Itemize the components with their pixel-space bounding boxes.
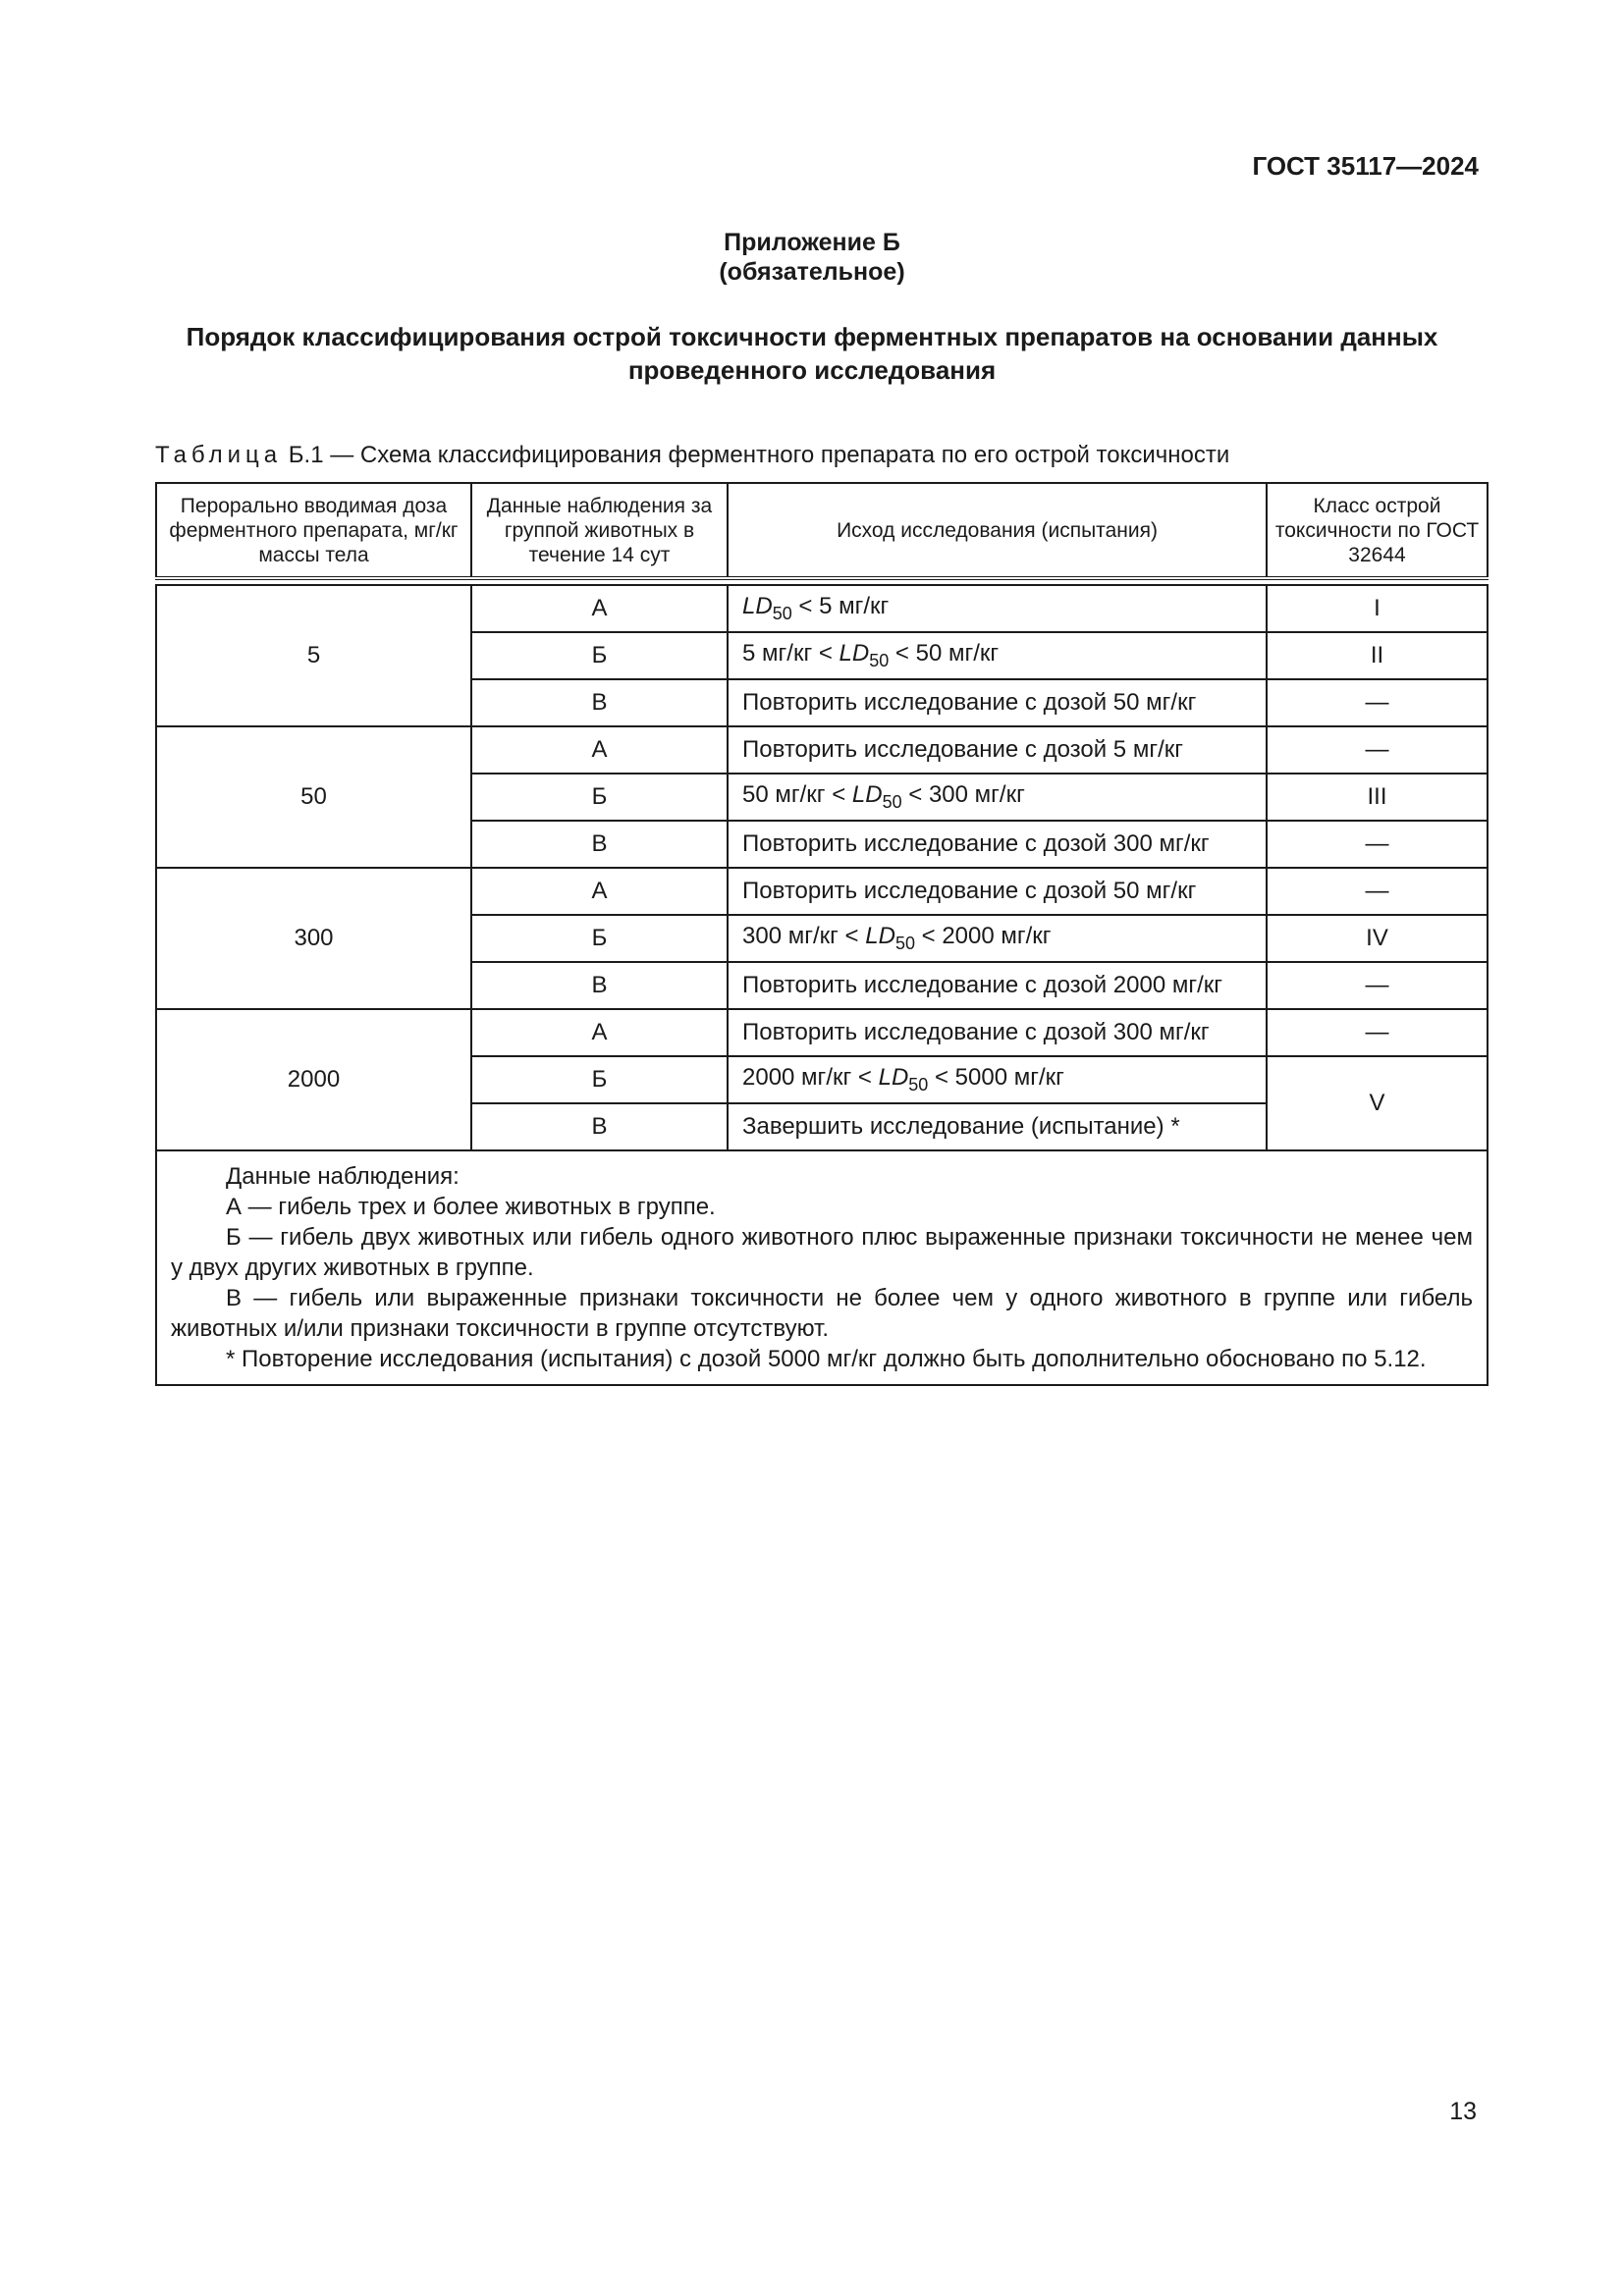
observation-cell: А bbox=[471, 868, 728, 915]
ld50-expression: $LD_{50} < 5$ мг/кг bbox=[742, 593, 890, 623]
note-item: А — гибель трех и более животных в группе. bbox=[226, 1194, 716, 1220]
ld50-expression: 300 $мг/кг < LD_{50} < 2000$ мг/кг bbox=[742, 923, 1052, 953]
class-cell: III bbox=[1267, 774, 1488, 821]
table-row bbox=[156, 1009, 1488, 1056]
appendix-heading bbox=[0, 228, 1624, 287]
ld50-expression: 50 $мг/кг < LD_{50} < 300$ мг/кг bbox=[742, 781, 1025, 812]
outcome-cell bbox=[728, 774, 1267, 821]
outcome-cell: Повторить исследование с дозой 50 мг/кг bbox=[728, 679, 1267, 726]
outcome-cell bbox=[728, 585, 1267, 632]
class-cell: V bbox=[1267, 1056, 1488, 1150]
table-row bbox=[156, 868, 1488, 915]
dose-cell: 50 bbox=[156, 726, 471, 868]
outcome-cell bbox=[728, 632, 1267, 679]
column-header-outcome: Исход исследования (испытания) bbox=[728, 483, 1267, 578]
observation-cell: В bbox=[471, 821, 728, 868]
column-header-observation: Данные наблюдения за группой животных в течение 14 сут bbox=[471, 483, 728, 578]
table-caption-label: Таблица bbox=[155, 442, 283, 468]
class-cell: — bbox=[1267, 726, 1488, 774]
observation-cell: Б bbox=[471, 774, 728, 821]
appendix-title: Приложение Б bbox=[724, 229, 900, 256]
class-cell: — bbox=[1267, 821, 1488, 868]
class-cell: — bbox=[1267, 868, 1488, 915]
column-header-dose: Перорально вводимая доза ферментного препарата, мг/кг массы тела bbox=[156, 483, 471, 578]
observation-cell: Б bbox=[471, 915, 728, 962]
observation-cell: А bbox=[471, 1009, 728, 1056]
document-code: ГОСТ 35117—2024 bbox=[1252, 151, 1479, 181]
outcome-cell: Завершить исследование (испытание) * bbox=[728, 1103, 1267, 1150]
notes-row bbox=[156, 1150, 1488, 1385]
header-separator bbox=[156, 578, 1488, 585]
appendix-status: (обязательное) bbox=[719, 258, 905, 286]
note-footnote: * Повторение исследования (испытания) с дозой 5000 мг/кг должно быть дополнительно обосновано по 5.12. bbox=[226, 1346, 1427, 1372]
table-row bbox=[156, 726, 1488, 774]
table-caption bbox=[155, 442, 1229, 469]
class-cell: — bbox=[1267, 1009, 1488, 1056]
class-cell: — bbox=[1267, 962, 1488, 1009]
dose-cell: 2000 bbox=[156, 1009, 471, 1150]
observation-cell: А bbox=[471, 726, 728, 774]
dose-cell: 5 bbox=[156, 585, 471, 726]
outcome-cell: Повторить исследование с дозой 2000 мг/кг bbox=[728, 962, 1267, 1009]
note-heading: Данные наблюдения: bbox=[226, 1163, 460, 1190]
ld50-expression: 2000 $мг/кг < LD_{50} < 5000$ мг/кг bbox=[742, 1064, 1064, 1095]
note-item: Б — гибель двух животных или гибель одного животного плюс выраженные признаки токсичности не менее чем у двух других животных в группе. bbox=[171, 1224, 1473, 1281]
observation-cell: В bbox=[471, 962, 728, 1009]
classification-table bbox=[155, 482, 1489, 1386]
observation-cell: В bbox=[471, 679, 728, 726]
outcome-cell: Повторить исследование с дозой 300 мг/кг bbox=[728, 821, 1267, 868]
table-row bbox=[156, 585, 1488, 632]
page-number: 13 bbox=[1449, 2098, 1477, 2125]
class-cell: IV bbox=[1267, 915, 1488, 962]
class-cell: II bbox=[1267, 632, 1488, 679]
table-header-row bbox=[156, 483, 1488, 578]
dose-cell: 300 bbox=[156, 868, 471, 1009]
observation-cell: Б bbox=[471, 1056, 728, 1103]
ld50-expression: 5 $мг/кг < LD_{50} < 50$ мг/кг bbox=[742, 640, 1000, 670]
note-item: В — гибель или выраженные признаки токсичности не более чем у одного животного в группе или гибель животных и/или признаки токсичности в группе отсутствуют. bbox=[171, 1285, 1473, 1342]
class-cell: I bbox=[1267, 585, 1488, 632]
table-caption-text: Б.1 — Схема классифицирования ферментного препарата по его острой токсичности bbox=[288, 442, 1230, 468]
outcome-cell: Повторить исследование с дозой 300 мг/кг bbox=[728, 1009, 1267, 1056]
class-cell: — bbox=[1267, 679, 1488, 726]
column-header-class: Класс острой токсичности по ГОСТ 32644 bbox=[1267, 483, 1488, 578]
outcome-cell bbox=[728, 1056, 1267, 1103]
observation-cell: В bbox=[471, 1103, 728, 1150]
observation-cell: Б bbox=[471, 632, 728, 679]
outcome-cell bbox=[728, 915, 1267, 962]
outcome-cell: Повторить исследование с дозой 50 мг/кг bbox=[728, 868, 1267, 915]
table-notes bbox=[156, 1150, 1488, 1385]
section-title: Порядок классифицирования острой токсичности ферментных препаратов на основании данных проведенного исследования bbox=[186, 322, 1438, 385]
outcome-cell: Повторить исследование с дозой 5 мг/кг bbox=[728, 726, 1267, 774]
observation-cell: А bbox=[471, 585, 728, 632]
